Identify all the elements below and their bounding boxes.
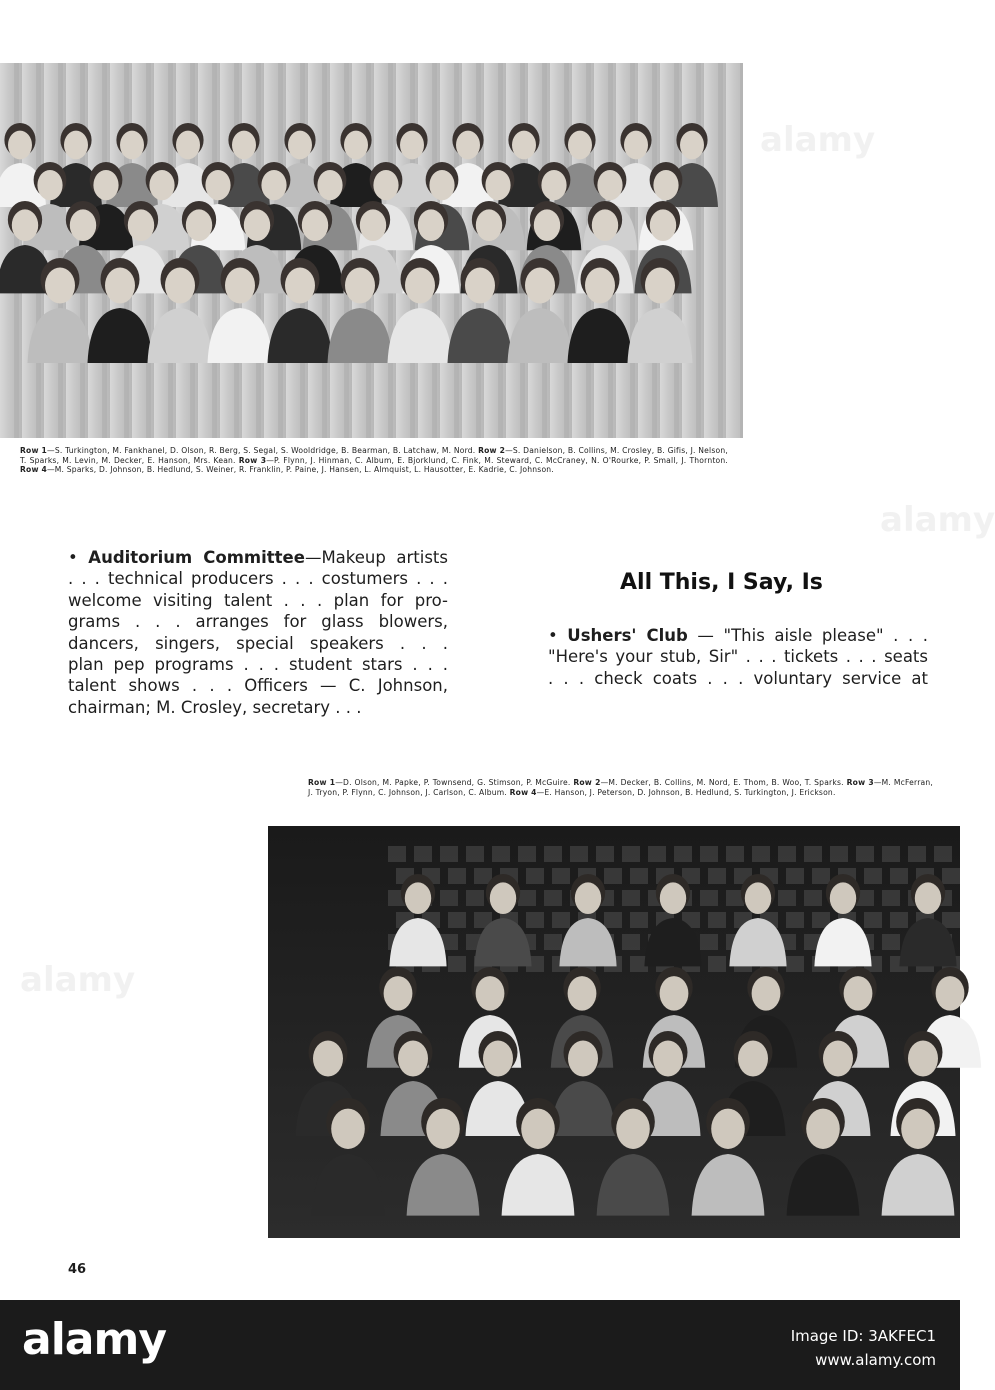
figure-face [45, 268, 75, 304]
auditorium-seat [882, 890, 900, 906]
auditorium-seat [544, 934, 562, 950]
ushers-line: . . . check coats . . . voluntary service at [548, 668, 928, 688]
figure-face [476, 976, 505, 1011]
row-names: —M. Decker, B. Collins, M. Nord, E. Thom, B. Woo, T. Sparks. [600, 778, 847, 787]
auditorium-line: chairman; M. Crosley, secretary . . . [68, 697, 362, 717]
watermark: alamy [760, 120, 876, 160]
auditorium-seat [726, 846, 744, 862]
figure-face [313, 1041, 343, 1077]
auditorium-seat [708, 956, 726, 972]
figure-face [418, 209, 444, 241]
auditorium-seat [448, 868, 466, 884]
ushers-line-first: • Ushers' Club — "This aisle please" . . . [548, 626, 928, 645]
auditorium-seat [526, 912, 544, 928]
figure-face [456, 131, 480, 160]
figure-face [288, 131, 312, 160]
row-label: Row 1 [20, 446, 48, 455]
row-names: —M. Sparks, D. Johnson, B. Hedlund, S. Weiner, R. Franklin, P. Paine, J. Hansen, L. Almquist, L. Hausotter, E. Kadrie, C. Johnson. [47, 465, 554, 475]
figure-face [585, 268, 615, 304]
auditorium-seat [630, 912, 648, 928]
row-label: Row 3 [846, 778, 874, 787]
auditorium-seat [604, 868, 622, 884]
auditorium-seat [570, 846, 588, 862]
auditorium-seat [440, 846, 458, 862]
auditorium-seat [518, 846, 536, 862]
page-number: 46 [68, 1262, 87, 1277]
auditorium-seat [622, 846, 640, 862]
auditorium-seat [414, 846, 432, 862]
figure-face [483, 1041, 513, 1077]
auditorium-seat [622, 934, 640, 950]
figure-face [830, 882, 856, 914]
auditorium-seat [604, 912, 622, 928]
auditorium-seat [804, 846, 822, 862]
auditorium-seat [864, 868, 882, 884]
auditorium-seat [448, 956, 466, 972]
figure-face [597, 170, 622, 200]
row-names: —E. Hanson, J. Peterson, D. Johnson, B. Hedlund, S. Turkington, J. Erickson. [536, 787, 836, 797]
figure-face [37, 170, 62, 200]
auditorium-line: grams . . . arranges for glass blowers, [68, 612, 448, 632]
figure-face [465, 268, 495, 304]
figure-face [653, 170, 678, 200]
auditorium-seat [526, 868, 544, 884]
figure-face [738, 1041, 768, 1077]
auditorium-seat [700, 846, 718, 862]
page-headline: All This, I Say, Is [620, 570, 823, 595]
auditorium-seat [622, 890, 640, 906]
figure-face [476, 209, 502, 241]
bottom-photo-caption [308, 778, 933, 797]
figure-face [344, 131, 368, 160]
auditorium-seat [674, 846, 692, 862]
figure-face [64, 131, 88, 160]
figure-face [806, 1109, 840, 1149]
watermark: alamy [20, 960, 136, 1000]
auditorium-seat [700, 890, 718, 906]
auditorium-seat [544, 846, 562, 862]
row-label: Row 2 [573, 778, 601, 787]
auditorium-seat [812, 868, 830, 884]
row-label: Row 1 [308, 778, 336, 787]
auditorium-seat [466, 890, 484, 906]
figure-face [225, 268, 255, 304]
figure-face [205, 170, 230, 200]
figure-face [823, 1041, 853, 1077]
auditorium-seat [552, 912, 570, 928]
figure-face [660, 976, 689, 1011]
auditorium-seat [890, 912, 908, 928]
figure-face [398, 1041, 428, 1077]
figure-face [568, 131, 592, 160]
auditorium-seat [778, 846, 796, 862]
auditorium-line: talent shows . . . Officers — C. Johnson, [68, 676, 448, 696]
row-label: Row 2 [478, 446, 506, 455]
row-label: Row 4 [20, 465, 48, 475]
row-names: —M. McFerran, J. Tryon, P. Flynn, C. Johnson, J. Carlson, C. Album. [308, 778, 934, 797]
figure-face [936, 976, 965, 1011]
figure-face [680, 131, 704, 160]
auditorium-committee-text [68, 547, 448, 718]
row-names: —S. Danielson, B. Collins, M. Crosley, B. Gifis, J. Nelson, T. Sparks, M. Levin, M. Decker, E. Hanson, Mrs. Kean. [20, 446, 728, 465]
auditorium-seat [786, 868, 804, 884]
auditorium-seat [492, 846, 510, 862]
auditorium-seat [786, 956, 804, 972]
figure-face [232, 131, 256, 160]
figure-face [105, 268, 135, 304]
auditorium-seat [596, 846, 614, 862]
footer-meta [791, 1324, 936, 1372]
figure-face [650, 209, 676, 241]
ushers-club-text [548, 625, 928, 689]
row-names: —P. Flynn, J. Hinman, C. Album, E. Bjorklund, C. Fink, M. Steward, C. McCraney, N. O'Rourke, P. Small, J. Thornton. [266, 455, 728, 465]
auditorium-seat [778, 890, 796, 906]
auditorium-seat [388, 846, 406, 862]
figure-face [844, 976, 873, 1011]
figure-face [244, 209, 270, 241]
auditorium-seat [882, 934, 900, 950]
figure-face [645, 268, 675, 304]
auditorium-seat [934, 846, 952, 862]
figure-face [261, 170, 286, 200]
figure-face [616, 1109, 650, 1149]
auditorium-line-first: • Auditorium Committee—Makeup artists [68, 548, 448, 567]
auditorium-seat [440, 890, 458, 906]
auditorium-seat [856, 846, 874, 862]
auditorium-seat [882, 846, 900, 862]
row-label: Row 4 [509, 787, 537, 797]
auditorium-seat [630, 868, 648, 884]
figure-face [93, 170, 118, 200]
auditorium-seat [466, 846, 484, 862]
brand-logo: alamy [22, 1314, 166, 1365]
figure-face [345, 268, 375, 304]
figure-face [373, 170, 398, 200]
figure-face [400, 131, 424, 160]
auditorium-seat [804, 890, 822, 906]
figure-face [485, 170, 510, 200]
figure-face [120, 131, 144, 160]
auditorium-seat [552, 868, 570, 884]
auditorium-seat [448, 912, 466, 928]
figure-face [429, 170, 454, 200]
auditorium-seat [648, 846, 666, 862]
figure-face [711, 1109, 745, 1149]
figure-face [901, 1109, 935, 1149]
figure-face [176, 131, 200, 160]
auditorium-seat [942, 912, 960, 928]
figure-face [405, 882, 431, 914]
ushers-line: "Here's your stub, Sir" . . . tickets . . . seats [548, 647, 928, 667]
figure-face [534, 209, 560, 241]
auditorium-seat [708, 912, 726, 928]
stock-footer [0, 1300, 960, 1390]
figure-face [512, 131, 536, 160]
figure-face [592, 209, 618, 241]
figure-face [384, 976, 413, 1011]
site-url: www.alamy.com [815, 1351, 936, 1369]
auditorium-line: welcome visiting talent . . . plan for pro- [68, 590, 448, 610]
figure-face [360, 209, 386, 241]
auditorium-seat [708, 868, 726, 884]
figure-face [186, 209, 212, 241]
figure-face [568, 976, 597, 1011]
auditorium-seat [518, 890, 536, 906]
auditorium-seat [700, 934, 718, 950]
figure-face [128, 209, 154, 241]
auditorium-seat [908, 846, 926, 862]
bottom-group-photo [268, 826, 960, 1238]
figure-face [317, 170, 342, 200]
image-id: Image ID: 3AKFEC1 [790, 1327, 936, 1345]
auditorium-seat [942, 868, 960, 884]
top-group-photo [0, 63, 743, 438]
figure-face [302, 209, 328, 241]
figure-face [149, 170, 174, 200]
auditorium-seat [544, 890, 562, 906]
figure-face [541, 170, 566, 200]
top-photo-caption [20, 446, 728, 475]
figure-face [426, 1109, 460, 1149]
figure-face [745, 882, 771, 914]
figure-face [915, 882, 941, 914]
row-label: Row 3 [238, 455, 267, 465]
watermark: alamy [880, 500, 995, 540]
auditorium-line: plan pep programs . . . student stars . . . [68, 655, 448, 675]
figure-face [568, 1041, 598, 1077]
auditorium-seat [786, 912, 804, 928]
row-names: —D. Olson, M. Papke, P. Townsend, G. Stimson, P. McGuire. [335, 778, 574, 787]
figure-face [405, 268, 435, 304]
figure-face [575, 882, 601, 914]
auditorium-seat [830, 846, 848, 862]
figure-face [521, 1109, 555, 1149]
figure-face [624, 131, 648, 160]
figure-face [490, 882, 516, 914]
auditorium-line: . . . technical producers . . . costumers . . . [68, 569, 448, 589]
figure-face [8, 131, 32, 160]
auditorium-line: dancers, singers, special speakers . . . [68, 633, 448, 653]
figure-face [653, 1041, 683, 1077]
figure-face [331, 1109, 365, 1149]
row-names: —S. Turkington, M. Fankhanel, D. Olson, R. Berg, S. Segal, S. Wooldridge, B. Bearman, B. Latchaw, M. Nord. [47, 446, 479, 455]
auditorium-seat [752, 846, 770, 862]
figure-face [165, 268, 195, 304]
figure-face [660, 882, 686, 914]
figure-face [752, 976, 781, 1011]
auditorium-seat [864, 912, 882, 928]
figure-face [908, 1041, 938, 1077]
figure-face [525, 268, 555, 304]
auditorium-seat [890, 868, 908, 884]
figure-face [285, 268, 315, 304]
figure-face [12, 209, 38, 241]
figure-face [70, 209, 96, 241]
